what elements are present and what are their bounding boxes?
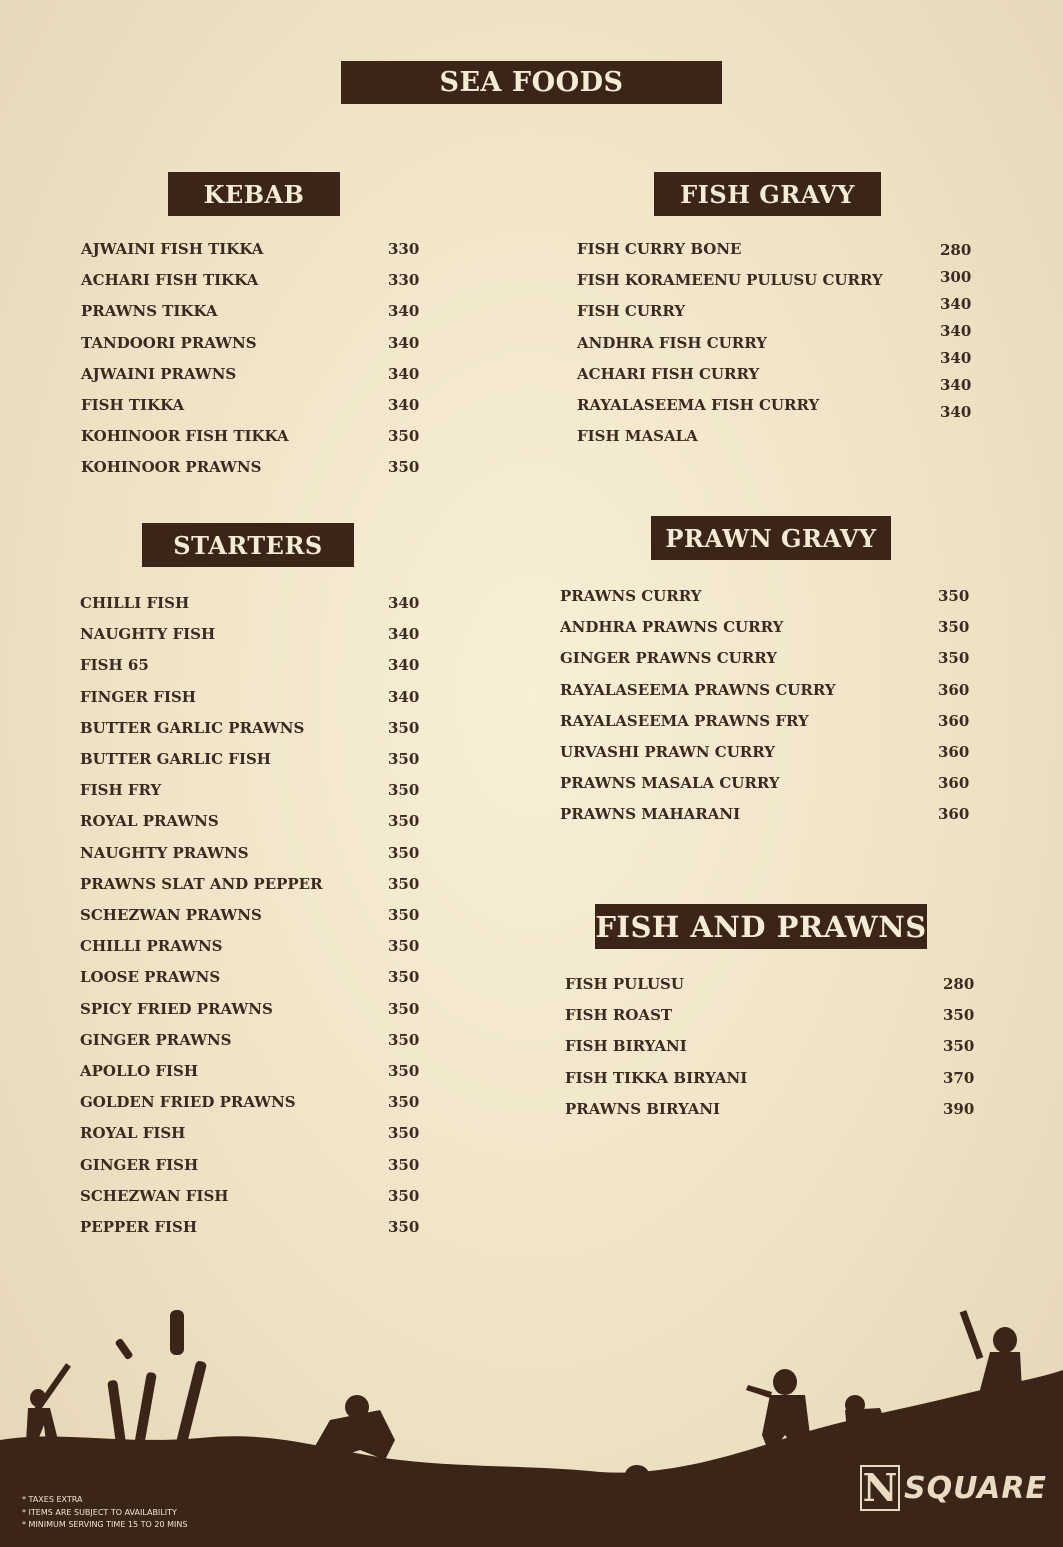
brand-logo bbox=[860, 1464, 1047, 1512]
fish-and-prawns-section-title: FISH AND PRAWNS bbox=[595, 904, 927, 949]
menu-item-name: URVASHI PRAWN CURRY bbox=[560, 743, 775, 761]
menu-item-price: 280 bbox=[943, 975, 975, 993]
menu-item-name: GINGER PRAWNS CURRY bbox=[560, 649, 777, 668]
menu-item-name: BUTTER GARLIC PRAWNS bbox=[80, 718, 305, 737]
note-availability: * ITEMS ARE SUBJECT TO AVAILABILITY bbox=[22, 1507, 177, 1517]
fish-gravy-item-name: ACHARI FISH CURRY bbox=[577, 364, 760, 383]
note-taxes: * TAXES EXTRA bbox=[22, 1495, 83, 1504]
brand-logo-text: SQUARE bbox=[904, 1470, 1047, 1506]
menu-item-name: SCHEZWAN PRAWNS bbox=[80, 906, 262, 924]
menu-item-name: FISH TIKKA bbox=[81, 396, 185, 414]
menu-item-price: 350 bbox=[943, 1006, 975, 1025]
fish-gravy-item-price: 300 bbox=[940, 268, 972, 286]
menu-item-price: 340 bbox=[388, 687, 420, 706]
menu-item-price: 330 bbox=[388, 271, 420, 290]
menu-item-name: NAUGHTY FISH bbox=[80, 625, 216, 644]
menu-item-name: AJWAINI PRAWNS bbox=[81, 364, 237, 383]
menu-item-name: FISH TIKKA BIRYANI bbox=[565, 1068, 748, 1087]
menu-item-price: 350 bbox=[943, 1037, 975, 1056]
fish-gravy-section-title: FISH GRAVY bbox=[654, 172, 881, 216]
menu-item-price: 350 bbox=[388, 1186, 420, 1205]
menu-item-name: FISH ROAST bbox=[565, 1006, 673, 1025]
fish-gravy-item-price: 340 bbox=[940, 349, 972, 367]
fish-gravy-item-name: ANDHRA FISH CURRY bbox=[577, 333, 767, 352]
fish-gravy-item-name: FISH MASALA bbox=[577, 427, 698, 446]
menu-item-name: PRAWNS MAHARANI bbox=[560, 805, 741, 824]
menu-item-name: ROYAL FISH bbox=[80, 1124, 186, 1143]
menu-item-name: GINGER PRAWNS bbox=[80, 1030, 232, 1049]
menu-item-name: PRAWNS MASALA CURRY bbox=[560, 774, 780, 793]
fish-gravy-item-name: RAYALASEEMA FISH CURRY bbox=[577, 396, 820, 414]
menu-item-price: 360 bbox=[938, 680, 970, 699]
menu-item-name: FISH FRY bbox=[80, 781, 162, 800]
page-title: SEA FOODS bbox=[341, 61, 722, 104]
menu-item-name: KOHINOOR PRAWNS bbox=[81, 458, 262, 477]
menu-item-price: 360 bbox=[938, 774, 970, 793]
menu-item-name: CHILLI FISH bbox=[80, 594, 190, 612]
fish-gravy-item-name: FISH CURRY bbox=[577, 302, 686, 321]
fish-gravy-item-price: 340 bbox=[940, 376, 972, 394]
menu-item-price: 350 bbox=[388, 750, 420, 768]
menu-item-price: 370 bbox=[943, 1068, 975, 1087]
menu-item-price: 390 bbox=[943, 1099, 975, 1118]
fish-gravy-item-price: 340 bbox=[940, 295, 972, 313]
menu-item-price: 340 bbox=[388, 364, 420, 383]
menu-item-name: FISH BIRYANI bbox=[565, 1037, 687, 1056]
menu-item-price: 360 bbox=[938, 711, 970, 730]
menu-item-name: RAYALASEEMA PRAWNS CURRY bbox=[560, 680, 836, 699]
kebab-section-title: KEBAB bbox=[168, 172, 340, 216]
fish-gravy-item-name: FISH CURRY BONE bbox=[577, 240, 742, 258]
menu-item-price: 340 bbox=[388, 396, 420, 414]
menu-item-price: 350 bbox=[388, 906, 420, 924]
menu-item-price: 350 bbox=[388, 427, 420, 446]
starters-section-title: STARTERS bbox=[142, 523, 354, 567]
menu-item-name: FISH 65 bbox=[80, 656, 149, 675]
menu-item-price: 340 bbox=[388, 625, 420, 644]
menu-item-name: RAYALASEEMA PRAWNS FRY bbox=[560, 711, 809, 730]
menu-item-name: GINGER FISH bbox=[80, 1155, 199, 1174]
menu-item-price: 350 bbox=[938, 618, 970, 637]
menu-item-name: PRAWNS CURRY bbox=[560, 587, 702, 605]
menu-item-price: 340 bbox=[388, 302, 420, 321]
menu-item-name: PRAWNS TIKKA bbox=[81, 302, 218, 321]
footer-notes bbox=[22, 1494, 187, 1532]
fish-gravy-item-price: 340 bbox=[940, 322, 972, 340]
menu-item-price: 350 bbox=[388, 458, 420, 477]
note-serving-time: * MINIMUM SERVING TIME 15 TO 20 MINS bbox=[22, 1520, 188, 1529]
menu-item-price: 350 bbox=[388, 781, 420, 800]
menu-item-name: AJWAINI FISH TIKKA bbox=[81, 240, 264, 258]
menu-item-name: ANDHRA PRAWNS CURRY bbox=[560, 618, 784, 637]
menu-item-price: 350 bbox=[388, 1030, 420, 1049]
menu-item-name: PEPPER FISH bbox=[80, 1218, 198, 1236]
menu-item-price: 350 bbox=[388, 937, 420, 956]
menu-item-name: TANDOORI PRAWNS bbox=[81, 333, 257, 352]
menu-item-name: NAUGHTY PRAWNS bbox=[80, 843, 249, 862]
menu-item-name: FISH PULUSU bbox=[565, 975, 684, 993]
menu-item-name: PRAWNS SLAT AND PEPPER bbox=[80, 874, 323, 893]
brand-logo-letter: N bbox=[860, 1465, 900, 1511]
menu-item-name: KOHINOOR FISH TIKKA bbox=[81, 427, 289, 446]
prawn-gravy-section-title: PRAWN GRAVY bbox=[651, 516, 891, 560]
menu-item-price: 340 bbox=[388, 333, 420, 352]
menu-item-price: 350 bbox=[388, 1062, 420, 1080]
menu-item-name: FINGER FISH bbox=[80, 687, 196, 706]
menu-item-name: BUTTER GARLIC FISH bbox=[80, 750, 271, 768]
menu-item-name: PRAWNS BIRYANI bbox=[565, 1099, 721, 1118]
menu-item-price: 350 bbox=[388, 812, 420, 831]
menu-item-price: 360 bbox=[938, 743, 970, 761]
menu-item-price: 340 bbox=[388, 656, 420, 675]
menu-item-price: 350 bbox=[938, 649, 970, 668]
menu-item-name: LOOSE PRAWNS bbox=[80, 968, 221, 987]
menu-item-price: 340 bbox=[388, 594, 420, 612]
menu-item-price: 350 bbox=[388, 999, 420, 1018]
menu-item-name: SCHEZWAN FISH bbox=[80, 1186, 229, 1205]
menu-item-price: 330 bbox=[388, 240, 420, 258]
menu-item-name: ROYAL PRAWNS bbox=[80, 812, 219, 831]
menu-item-name: ACHARI FISH TIKKA bbox=[81, 271, 259, 290]
menu-item-name: APOLLO FISH bbox=[80, 1062, 199, 1080]
menu-item-price: 350 bbox=[388, 874, 420, 893]
menu-item-price: 350 bbox=[388, 718, 420, 737]
menu-item-price: 350 bbox=[388, 1093, 420, 1112]
fish-gravy-item-price: 340 bbox=[940, 403, 972, 421]
menu-item-name: GOLDEN FRIED PRAWNS bbox=[80, 1093, 296, 1112]
menu-item-price: 350 bbox=[388, 1155, 420, 1174]
menu-item-price: 360 bbox=[938, 805, 970, 824]
fish-gravy-item-name: FISH KORAMEENU PULUSU CURRY bbox=[577, 271, 883, 290]
menu-item-price: 350 bbox=[388, 1218, 420, 1236]
menu-item-price: 350 bbox=[938, 587, 970, 605]
menu-item-name: CHILLI PRAWNS bbox=[80, 937, 223, 956]
menu-item-price: 350 bbox=[388, 1124, 420, 1143]
menu-item-price: 350 bbox=[388, 843, 420, 862]
menu-item-price: 350 bbox=[388, 968, 420, 987]
menu-item-name: SPICY FRIED PRAWNS bbox=[80, 999, 273, 1018]
fish-gravy-item-price: 280 bbox=[940, 241, 972, 259]
